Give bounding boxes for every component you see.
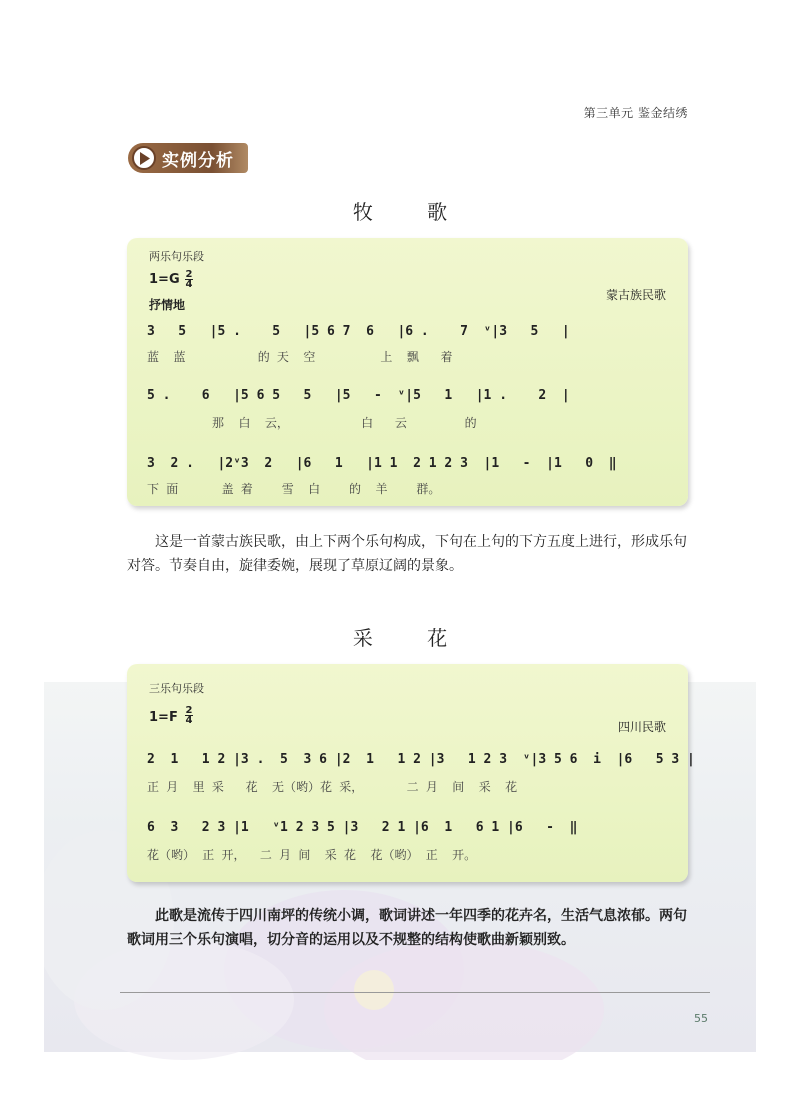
section-badge [128,143,248,173]
page-number: 55 [694,1012,708,1025]
song1-lyrics-line3: 下 面 盖 着 雪 白 的 羊 群。 [147,482,441,496]
song2-origin: 四川民歌 [617,720,666,734]
meter-bottom: 4 [185,279,193,290]
song2-lyrics-line2: 花（哟） 正 开， 二 月 间 采 花 花（哟） 正 开。 [147,848,477,862]
chapter-header: 第三单元 鉴金结绣 [583,106,688,120]
song1-meter [185,270,193,289]
song2-title: 采 花 [352,626,472,650]
song1-notes-line3: 3 2 . |2ᵛ3 2 |6 1 |1 1 2 1 2 3 |1 - |1 0 ‖ [147,456,617,471]
meter-bottom: 4 [185,715,193,726]
song1-lyrics-line1: 蓝 蓝 的 天 空 上 飘 着 [147,350,453,364]
song1-key: 1=G [149,272,180,287]
song2-notes-line1: 2 1 1 2 |3 . 5 3 6 |2 1 1 2 |3 1 2 3 ᵛ|3 5 6 i |6 5 3 | [147,752,695,767]
song1-lyrics-line2: 那 白 云， 白 云 的 [147,416,477,430]
song2-notes-line2: 6 3 2 3 |1 ᵛ1 2 3 5 |3 2 1 |6 1 6 1 |6 - ‖ [147,820,578,835]
meter-top: 2 [185,705,193,716]
song2-key: 1=F [149,710,178,725]
section-badge-label: 实例分析 [162,151,234,171]
song1-notes-line1: 3 5 |5 . 5 |5 6 7 6 |6 . 7 ᵛ|3 5 | [147,324,570,339]
song2-meter [185,706,193,725]
song1-score [127,238,688,506]
song1-form: 两乐句乐段 [149,250,204,263]
song1-origin: 蒙古族民歌 [605,288,666,302]
song1-description: 这是一首蒙古族民歌，由上下两个乐句构成，下句在上句的下方五度上进行，形成乐句对答。节奏自由，旋律委婉，展现了草原辽阔的景象。 [127,534,687,574]
song1-tempo: 抒情地 [149,298,186,312]
footer-rule [120,992,710,993]
meter-top: 2 [185,269,193,280]
song1-notes-line2: 5 . 6 |5 6 5 5 |5 - ᵛ|5 1 |1 . 2 | [147,388,570,403]
song2-lyrics-line1: 正 月 里 采 花 无（哟）花 采， 二 月 间 采 花 [147,780,518,794]
song1-title: 牧 歌 [352,200,472,224]
song2-form: 三乐句乐段 [149,682,204,695]
play-icon [132,146,156,170]
song2-description: 此歌是流传于四川南坪的传统小调，歌词讲述一年四季的花卉名，生活气息浓郁。两句歌词用三个乐句演唱，切分音的运用以及不规整的结构使歌曲新颖别致。 [127,908,687,948]
song2-score [127,664,695,882]
